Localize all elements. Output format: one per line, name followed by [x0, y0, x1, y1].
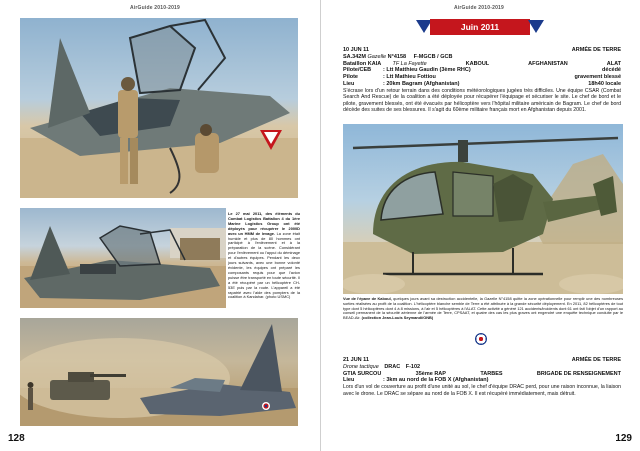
entry1-codes: F-MGCB / GCB [413, 53, 453, 60]
entry1-aircraft-model: Gazelle [367, 53, 387, 60]
entry2-location: : 3km au nord de la FOB X (Afghanistan) [383, 377, 489, 384]
entry2-unit: GTIA SURCOU [343, 370, 382, 377]
entry1-pilot-label: Pilote/CEB [343, 67, 372, 74]
entry1-service: ARMÉE DE TERRE [571, 47, 621, 53]
photo1-drawing [20, 18, 298, 198]
entry2-date: 21 JUN 11 [343, 357, 369, 363]
entry2-aircraft-row [343, 364, 621, 371]
photo-aircraft-recovery-desert [20, 208, 226, 308]
photo2-caption-credit: (photo USMC) [265, 294, 291, 300]
photo3-drawing [20, 318, 298, 426]
entry1-location-label: Lieu [343, 80, 355, 87]
photo-gazelle-helicopter [343, 124, 623, 294]
photo2-drawing [20, 208, 226, 308]
heli-caption-body: quelques jours avant sa destruction accidentelle, la Gazelle N°4158 quitte la zone opérationnelle pour remplir une des nombreuses sorties réalisées au profit de la coalition. L'hélicoptère blanche semble de Terre a été attribuée à la grande sécurité déployement. En 2011, 82 hélicoptères de tout type dont 5 hélicoptères dont 4 à 8 missions, à l'air et 5 hélicoptères à l'ALAT. Cette activité a généré 121 accidents/incidents dont 61 ont fait l'objet d'un rapport au conseil permanent de la sécurité aérienne de l'armée de Terre, CPSAAT, et quatre des cas les plus graves ont engendré une enquête technique conduite par le BEAD-Air. [343, 296, 624, 321]
entry2-location-label: Lieu [343, 377, 355, 384]
entry1-pilot2-row [343, 74, 621, 81]
entry2-serial: F-102 [405, 363, 421, 370]
french-roundel-icon [475, 333, 487, 345]
entry1-pilot2-label: Pilote [343, 74, 358, 81]
entry1-time: 18h40 locale [588, 80, 621, 87]
entry2-aircraft-model: DRAC [384, 363, 401, 370]
entry2-header [343, 357, 621, 364]
month-header [420, 19, 540, 37]
entry2-description: Lors d'un vol de couverture au profit d'une unité au sol, le chef d'équipe DRAC perd, pour une raison inconnue, la liaison avec le drone. Le DRAC se sépare au nord de la FOB X. Il est récupéré immédiatement, mais détruit. [343, 384, 621, 397]
entry1-country: AFGHANISTAN [528, 60, 568, 67]
entry1-base: KABOUL [465, 60, 490, 67]
photo-crashed-mirage-soldiers [20, 18, 298, 198]
entry1-pilot-name: : Ltt Matthieu Gaudin (3ème RHC) [383, 67, 471, 74]
running-head: AirGuide 2010-2019 [130, 5, 181, 11]
heli-caption-lead: Vue de l'épave de Kaboul, [343, 296, 392, 301]
photo2-caption-body: La zone était humide et plus de 80 hommes ont participé à l'enlèvement et à la préparation de la scène. Considérant pour l'enlèvement ou l'appui du déminage et d'autres équipes. Pendant les deux jours suivants, avec une bonne volonté évidente, les équipes ont préparé les composants requis pour que l'avion puisse être transporté en toute sécurité. Il a été récupéré par un hélicoptère CH-53E puis par la route. L'appareil a été rapatrié avec l'aide des pompiers de la coalition à Kandahar. [228, 230, 300, 300]
heli-drawing [343, 124, 623, 294]
entry2-service: ARMÉE DE TERRE [571, 357, 621, 363]
entry1-serial: N°4158 [387, 53, 407, 60]
page-number: 129 [615, 433, 632, 444]
incident-entry-1 [343, 47, 621, 113]
entry2-aircraft-type: Drone tactique [343, 363, 379, 370]
entry1-date: 10 JUN 11 [343, 47, 369, 53]
incident-entry-2 [343, 357, 621, 397]
entry1-aircraft-row [343, 54, 621, 61]
photo2-caption [228, 212, 300, 300]
entry1-pilot-status: décédé [602, 67, 621, 74]
entry2-unit-row [343, 371, 621, 378]
month-badge: Juin 2011 [430, 19, 530, 35]
entry2-base: TARBES [480, 370, 503, 377]
entry1-unit-row [343, 61, 621, 68]
entry1-unit: Bataillon KAIA [343, 60, 381, 67]
entry1-pilot2-status: gravement blessé [574, 74, 621, 81]
entry1-aircraft-type: SA.342M [343, 53, 366, 60]
photo2-caption-lead: Le 27 mai 2011, des éléments du Combat Logistics Battalion 4 du 1ère Marine Logistics Group ont été déployés pour récupérer le 2000D avec un HMM de levage. [228, 211, 300, 236]
entry1-unit-note: TF La Fayette [392, 60, 427, 67]
photo-aircraft-tank-dust [20, 318, 298, 426]
heli-photo-caption [343, 297, 623, 321]
page-number: 128 [8, 433, 25, 444]
entry1-header [343, 47, 621, 54]
entry1-location-row [343, 81, 621, 88]
entry1-pilot-row [343, 67, 621, 74]
entry2-unit-note: 35ème RAP [415, 370, 446, 377]
right-triangle-icon [528, 20, 544, 33]
heli-caption-credit: (collection Jean-Louis Seymandi/ONB) [361, 315, 434, 321]
entry1-location: : 20km Bagram (Afghanistan) [383, 80, 460, 87]
entry1-status: ALAT [606, 60, 621, 67]
entry1-description: S'écrase lors d'un retour terrain dans des conditions météorologiques jugées très difficiles. Une équipe CSAR (Combat Search And Rescue) de la coalition a été déployée pour récupérer l'équipage et sécuriser le site. Le chef de bord et le pilote, gravement blessés, ont été évacués par hélicoptère vers l'hôpital militaire américain de Bagram. Le chef de bord décède des suites de ses blessures. Il s'agit du 60ème militaire français mort en Afghanistan depuis 2001. [343, 87, 621, 113]
entry1-pilot2-name: : Ltt Mathieu Fottiou [383, 74, 436, 81]
running-head: AirGuide 2010-2019 [454, 5, 505, 11]
entry2-location-row [343, 377, 621, 384]
entry2-status: BRIGADE DE RENSEIGNEMENT [536, 370, 621, 377]
